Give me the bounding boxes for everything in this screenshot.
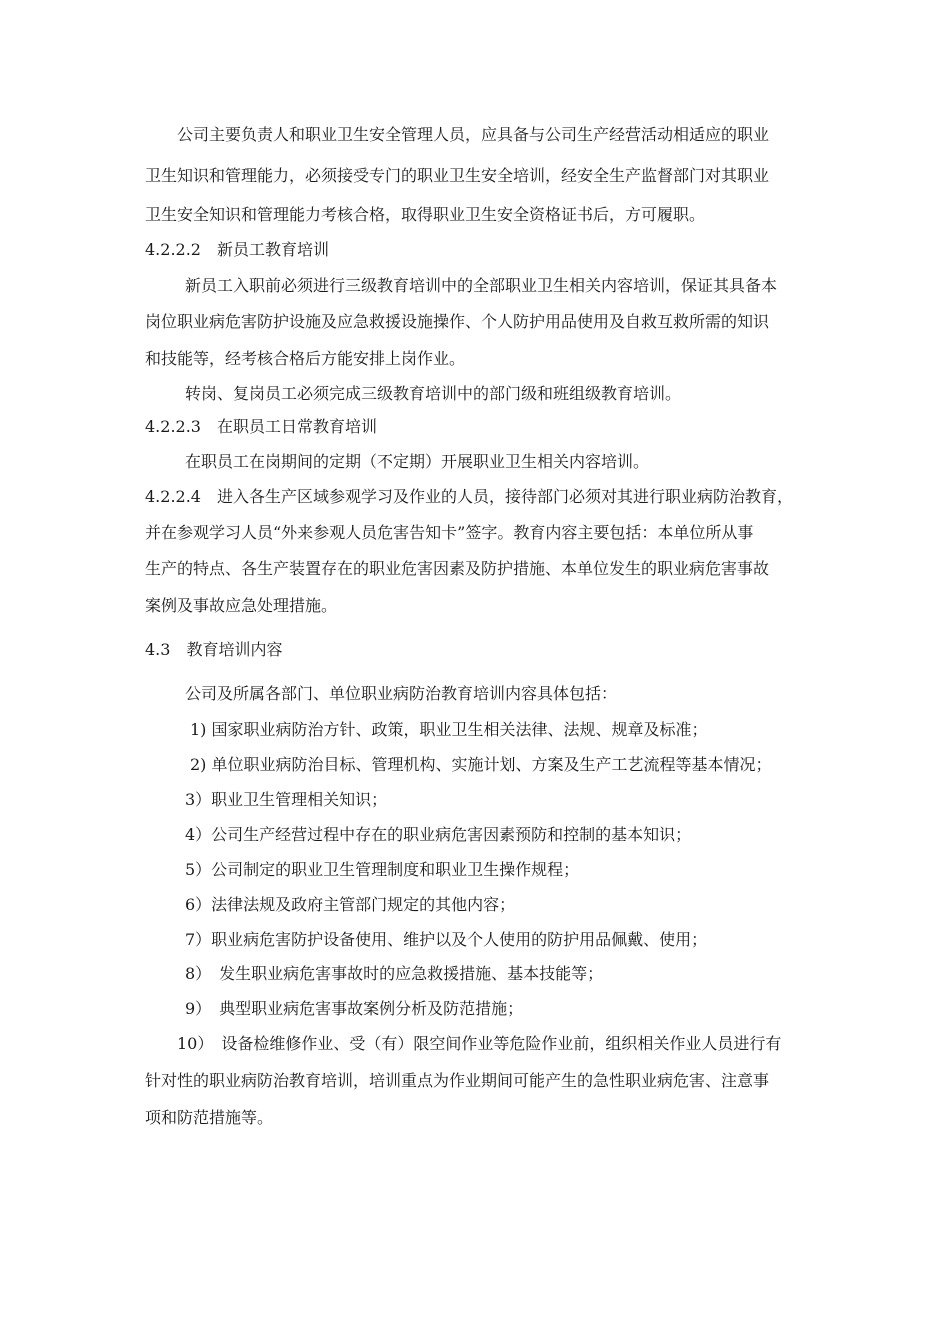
paragraph-line: 并在参观学习人员“外来参观人员危害告知卡”签字。教育内容主要包括：本单位所从事 — [145, 523, 754, 542]
list-item: 3）职业卫生管理相关知识； — [185, 790, 388, 809]
list-item: 10） 设备检维修作业、受（有）限空间作业等危险作业前，组织相关作业人员进行有 — [177, 1034, 782, 1053]
paragraph-line: 针对性的职业病防治教育培训，培训重点为作业期间可能产生的急性职业病危害、注意事 — [145, 1071, 770, 1090]
paragraph-line: 和技能等，经考核合格后方能安排上岗作业。 — [145, 349, 466, 368]
paragraph-line: 转岗、复岗员工必须完成三级教育培训中的部门级和班组级教育培训。 — [185, 384, 682, 403]
paragraph-line: 案例及事故应急处理措施。 — [145, 596, 338, 615]
paragraph-line: 新员工入职前必须进行三级教育培训中的全部职业卫生相关内容培训，保证其具备本 — [185, 276, 778, 295]
paragraph-line: 在职员工在岗期间的定期（不定期）开展职业卫生相关内容培训。 — [185, 452, 650, 471]
list-item: 9） 典型职业病危害事故案例分析及防范措施； — [185, 999, 524, 1018]
paragraph-line: 公司主要负责人和职业卫生安全管理人员，应具备与公司生产经营活动相适应的职业 — [177, 125, 770, 144]
list-item: 2) 单位职业病防治目标、管理机构、实施计划、方案及生产工艺流程等基本情况； — [190, 755, 772, 774]
paragraph-line: 生产的特点、各生产装置存在的职业危害因素及防护措施、本单位发生的职业病危害事故 — [145, 559, 770, 578]
list-item: 5）公司制定的职业卫生管理制度和职业卫生操作规程； — [185, 860, 580, 879]
paragraph-line: 卫生安全知识和管理能力考核合格，取得职业卫生安全资格证书后，方可履职。 — [145, 205, 706, 224]
list-item: 1) 国家职业病防治方针、政策，职业卫生相关法律、法规、规章及标准； — [190, 720, 708, 739]
paragraph-line: 公司及所属各部门、单位职业病防治教育培训内容具体包括： — [185, 684, 618, 703]
section-heading: 4.2.2.2 新员工教育培训 — [145, 240, 329, 259]
list-item: 8） 发生职业病危害事故时的应急救援措施、基本技能等； — [185, 964, 604, 983]
section-heading: 4.2.2.3 在职员工日常教育培训 — [145, 417, 377, 436]
list-item: 4）公司生产经营过程中存在的职业病危害因素预防和控制的基本知识； — [185, 825, 692, 844]
paragraph-line: 岗位职业病危害防护设施及应急救援设施操作、个人防护用品使用及自救互救所需的知识 — [145, 312, 770, 331]
list-item: 7）职业病危害防护设备使用、维护以及个人使用的防护用品佩戴、使用； — [185, 930, 708, 949]
paragraph-line: 4.2.2.4 进入各生产区域参观学习及作业的人员，接待部门必须对其进行职业病防治教育， — [145, 487, 793, 506]
paragraph-line: 卫生知识和管理能力，必须接受专门的职业卫生安全培训，经安全生产监督部门对其职业 — [145, 166, 770, 185]
paragraph-line: 项和防范措施等。 — [145, 1108, 274, 1127]
list-item: 6）法律法规及政府主管部门规定的其他内容； — [185, 895, 516, 914]
section-heading: 4.3 教育培训内容 — [145, 640, 283, 659]
